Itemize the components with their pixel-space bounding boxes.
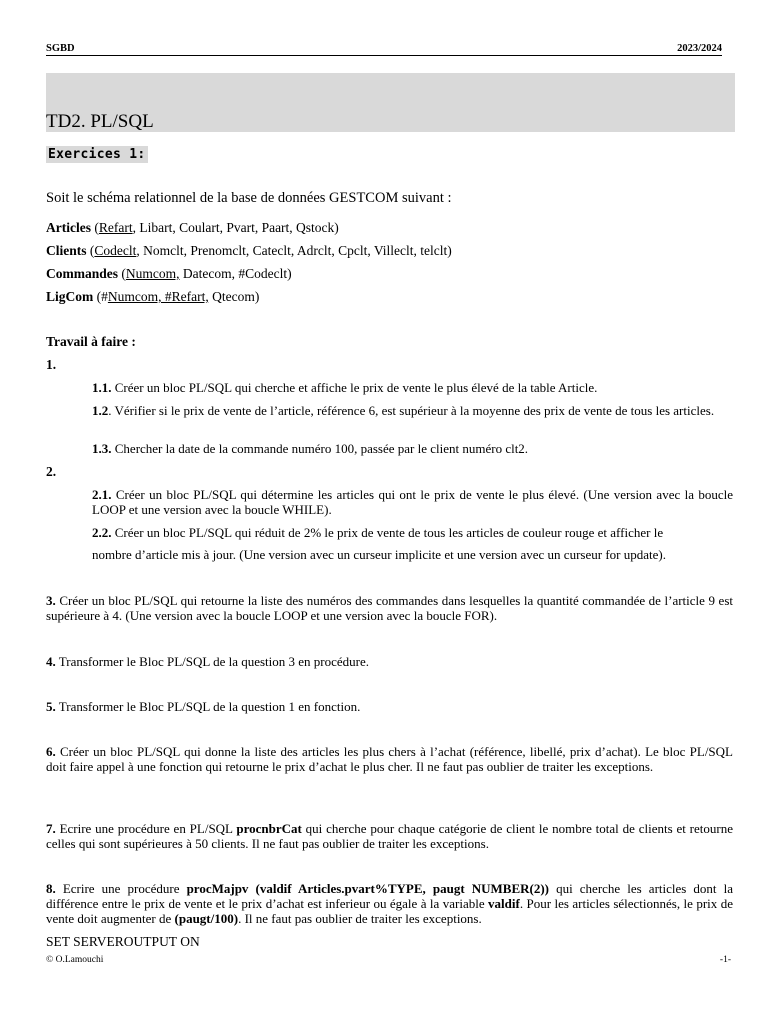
footer-author: © O.Lamouchi	[46, 955, 104, 965]
serveroutput-line: SET SERVEROUTPUT ON	[46, 934, 200, 949]
schema-commandes: Commandes (Numcom, Datecom, #Codeclt)	[46, 266, 292, 281]
question-7: 7. Ecrire une procédure en PL/SQL procnbrCat qui cherche pour chaque catégorie de client le nombre total de clients et retourne celles qui sont supérieures à 50 clients. Il ne faut pas oublier de traiter les exceptions.	[46, 821, 733, 851]
page-number: -1-	[719, 955, 731, 965]
schema-ligcom: LigCom (#Numcom, #Refart, Qtecom)	[46, 289, 260, 304]
q1-2: 1.2. Vérifier si le prix de vente de l’article, référence 6, est supérieur à la moyenne des prix de vente de tous les articles.	[92, 403, 715, 418]
question-8: 8. Ecrire une procédure procMajpv (valdif Articles.pvart%TYPE, paugt NUMBER(2)) qui cherche les articles dont la différence entre le prix de vente et le prix d’achat est inferieur ou égale à la variable valdif. Pour les articles sélectionnés, le prix de vente doit augmenter de (paugt/100). Il ne faut pas oublier de traiter les exceptions.	[46, 881, 733, 926]
q1-number: 1.	[46, 357, 57, 372]
header-year: 2023/2024	[677, 43, 722, 54]
q2-2-continued: nombre d’article mis à jour. (Une version avec un curseur implicite et une version avec un curseur for update).	[92, 547, 666, 562]
section-heading: Exercices 1:	[48, 147, 146, 162]
q2-1: 2.1. Créer un bloc PL/SQL qui détermine les articles qui ont le prix de vente le plus élevé. (Une version avec la boucle LOOP et une version avec la boucle WHILE).	[92, 487, 733, 517]
intro-text: Soit le schéma relationnel de la base de données GESTCOM suivant :	[46, 190, 452, 206]
header-divider	[46, 55, 722, 56]
header-course: SGBD	[46, 43, 75, 54]
page-title: TD2. PL/SQL	[46, 111, 154, 132]
q2-2: 2.2. Créer un bloc PL/SQL qui réduit de 2% le prix de vente de tous les articles de couleur rouge et afficher le	[92, 525, 664, 540]
q1-1: 1.1. Créer un bloc PL/SQL qui cherche et affiche le prix de vente le plus élevé de la table Article.	[92, 380, 598, 395]
schema-clients: Clients (Codeclt, Nomclt, Prenomclt, Cateclt, Adrclt, Cpclt, Villeclt, telclt)	[46, 243, 452, 258]
q2-number: 2.	[46, 464, 57, 479]
tasks-heading: Travail à faire :	[46, 334, 136, 349]
question-4: 4. Transformer le Bloc PL/SQL de la question 3 en procédure.	[46, 654, 370, 669]
question-6: 6. Créer un bloc PL/SQL qui donne la liste des articles les plus chers à l’achat (référence, libellé, prix d’achat). Le bloc PL/SQL doit faire appel à une fonction qui retourne le prix d’achat le plus cher. Il ne faut pas oublier de traiter les exceptions.	[46, 744, 733, 774]
question-3: 3. Créer un bloc PL/SQL qui retourne la liste des numéros des commandes dans lesquelles la quantité commandée de l’article 9 est supérieure à 4. (Une version avec la boucle LOOP et une version avec la boucle FOR).	[46, 593, 733, 623]
q1-3: 1.3. Chercher la date de la commande numéro 100, passée par le client numéro clt2.	[92, 441, 529, 456]
question-5: 5. Transformer le Bloc PL/SQL de la question 1 en fonction.	[46, 699, 361, 714]
schema-articles: Articles (Refart, Libart, Coulart, Pvart, Paart, Qstock)	[46, 220, 339, 235]
